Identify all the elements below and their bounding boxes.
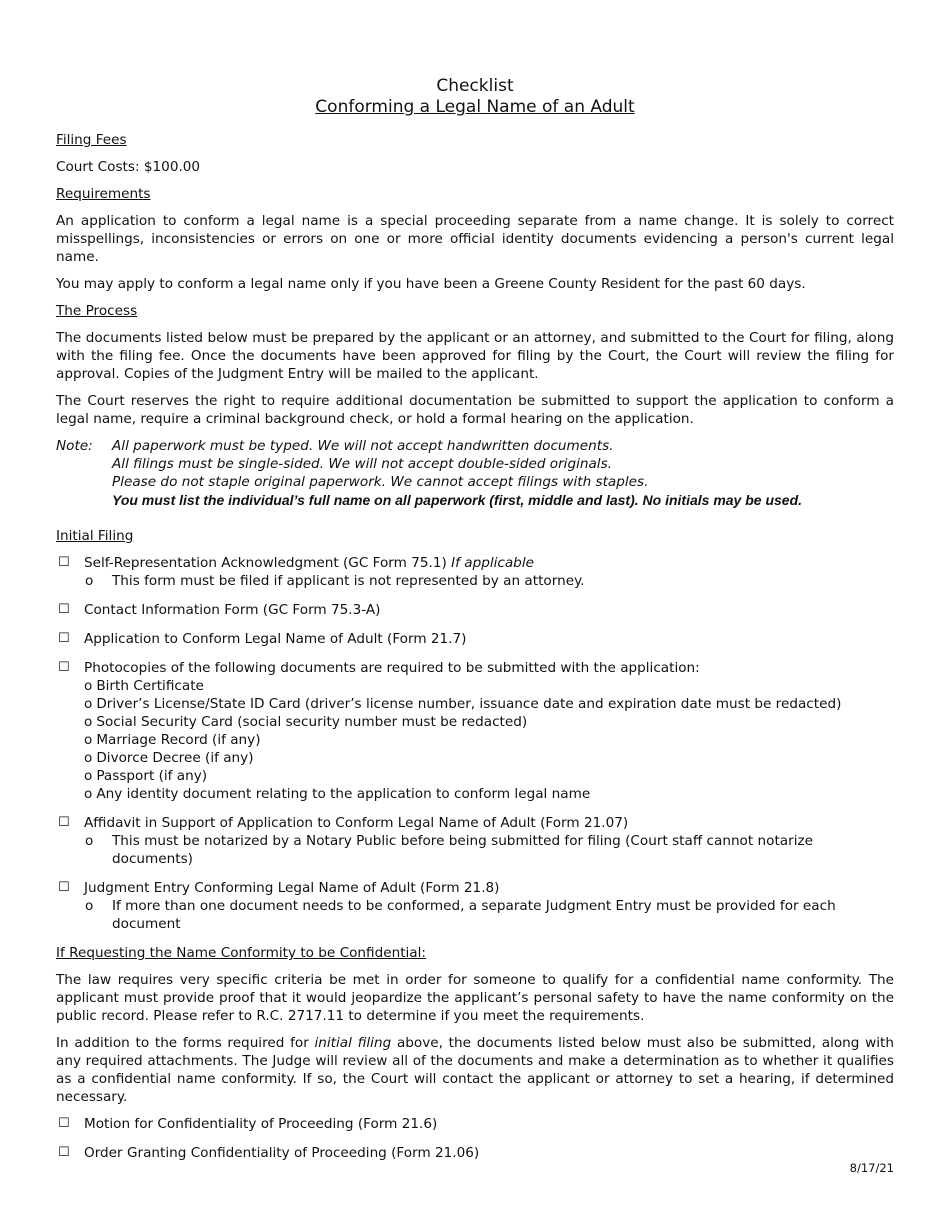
- list-item-text: Driver’s License/State ID Card (driver’s license number, issuance date and expiration date must be redacted): [96, 696, 842, 712]
- bullet-icon: o: [84, 768, 93, 784]
- list-item-text: Marriage Record (if any): [96, 732, 261, 748]
- list-item-text: Divorce Decree (if any): [96, 750, 254, 766]
- checklist-item-label: Judgment Entry Conforming Legal Name of Adult (Form 21.8): [84, 880, 500, 896]
- court-costs: Court Costs: $100.00: [56, 159, 201, 175]
- checklist-item: [56, 879, 894, 933]
- checklist-item: [56, 630, 894, 648]
- requirements-paragraph-2: You may apply to conform a legal name only if you have been a Greene County Resident for the past 60 days.: [56, 276, 806, 292]
- checklist-item: [56, 601, 894, 619]
- bullet-icon: o: [84, 696, 93, 712]
- list-item-text: Birth Certificate: [96, 678, 204, 694]
- checklist-item: [56, 554, 894, 590]
- list-item-text: Passport (if any): [96, 768, 208, 784]
- bullet-icon: o: [85, 898, 94, 914]
- bullet-icon: o: [84, 750, 93, 766]
- sub-note: [84, 572, 894, 590]
- initial-filing-heading: Initial Filing: [56, 528, 134, 544]
- note-line: Please do not staple original paperwork. We cannot accept filings with staples.: [112, 474, 649, 490]
- list-item-text: Social Security Card (social security number must be redacted): [96, 714, 528, 730]
- bullet-icon: o: [84, 678, 93, 694]
- bullet-icon: o: [84, 786, 93, 802]
- checkbox-icon[interactable]: ☐: [58, 602, 70, 617]
- process-paragraph-2: The Court reserves the right to require additional documentation be submitted to support the application to conform a legal name, require a criminal background check, or hold a formal hearing on the application.: [56, 393, 894, 427]
- checklist-item-label: Application to Conform Legal Name of Adult (Form 21.7): [84, 631, 467, 647]
- note-line: All filings must be single-sided. We will not accept double-sided originals.: [112, 456, 612, 472]
- list-item: [84, 749, 894, 767]
- filing-fees-heading: Filing Fees: [56, 132, 127, 148]
- checkbox-icon[interactable]: ☐: [58, 880, 70, 895]
- paragraph-text: above, the documents listed below must also be submitted, along with any required attachments. The Judge will review all of the documents and make a determination as to whether it qualifies as a confidential name conformity. If so, the Court will contact the applicant or attorney to set a hearing, if determined necessary.: [56, 1035, 894, 1105]
- note-block: [56, 437, 894, 509]
- checklist-item: [56, 659, 894, 803]
- checklist-item-label: [84, 554, 894, 572]
- document-subtitle: Conforming a Legal Name of an Adult: [315, 97, 635, 117]
- checklist-item-label: Photocopies of the following documents are required to be submitted with the application:: [84, 660, 700, 676]
- list-item: [84, 695, 894, 713]
- document-title: Checklist: [436, 76, 514, 96]
- paragraph-text: In addition to the forms required for: [56, 1035, 315, 1051]
- checklist-item-label: Order Granting Confidentiality of Proceeding (Form 21.06): [84, 1145, 480, 1161]
- checklist-item-label: Motion for Confidentiality of Proceeding (Form 21.6): [84, 1116, 438, 1132]
- item-text: Self-Representation Acknowledgment (GC Form 75.1): [84, 555, 452, 571]
- checklist-item: [56, 1144, 894, 1162]
- sub-note: [84, 832, 894, 868]
- confidential-paragraph-1: The law requires very specific criteria be met in order for someone to qualify for a confidential name conformity. The applicant must provide proof that it would jeopardize the applicant’s personal safety to have the name conformity on the public record. Please refer to R.C. 2717.11 to determine if you meet the requirements.: [56, 972, 894, 1024]
- checkbox-icon[interactable]: ☐: [58, 1145, 70, 1160]
- paragraph-emphasis: initial filing: [314, 1035, 392, 1051]
- sub-note-text: This must be notarized by a Notary Public before being submitted for filing (Court staff cannot notarize documents): [112, 833, 813, 867]
- note-label: Note:: [56, 438, 93, 454]
- bullet-icon: o: [84, 714, 93, 730]
- sub-note: [84, 897, 894, 933]
- list-item: [84, 677, 894, 695]
- note-line-bold: You must list the individual’s full name on all paperwork (first, middle and last). No initials may be used.: [112, 492, 803, 508]
- checkbox-icon[interactable]: ☐: [58, 1116, 70, 1131]
- bullet-icon: o: [84, 732, 93, 748]
- checkbox-icon[interactable]: ☐: [58, 660, 70, 675]
- requirements-heading: Requirements: [56, 186, 151, 202]
- checklist-item-label: Affidavit in Support of Application to Conform Legal Name of Adult (Form 21.07): [84, 815, 629, 831]
- sub-note-text: This form must be filed if applicant is not represented by an attorney.: [112, 573, 585, 589]
- list-item-text: Any identity document relating to the application to conform legal name: [96, 786, 591, 802]
- process-heading: The Process: [56, 303, 138, 319]
- confidential-paragraph-2: [56, 1034, 894, 1106]
- document-list: [84, 677, 894, 803]
- checkbox-icon[interactable]: ☐: [58, 815, 70, 830]
- list-item: [84, 713, 894, 731]
- list-item: [84, 767, 894, 785]
- sub-note-text: If more than one document needs to be conformed, a separate Judgment Entry must be provided for each document: [112, 898, 836, 932]
- bullet-icon: o: [85, 833, 94, 849]
- checkbox-icon[interactable]: ☐: [58, 555, 70, 570]
- checklist-item: [56, 1115, 894, 1133]
- list-item: [84, 731, 894, 749]
- checkbox-icon[interactable]: ☐: [58, 631, 70, 646]
- confidential-heading: If Requesting the Name Conformity to be Confidential:: [56, 945, 426, 961]
- note-line: All paperwork must be typed. We will not accept handwritten documents.: [112, 438, 614, 454]
- checklist-item-label: Contact Information Form (GC Form 75.3-A): [84, 602, 381, 618]
- process-paragraph-1: The documents listed below must be prepared by the applicant or an attorney, and submitted to the Court for filing, along with the filing fee. Once the documents have been approved for filing by the Court, the Court will review the filing for approval. Copies of the Judgment Entry will be mailed to the applicant.: [56, 330, 894, 382]
- requirements-paragraph-1: An application to conform a legal name is a special proceeding separate from a name change. It is solely to correct misspellings, inconsistencies or errors on one or more official identity documents evidencing a person's current legal name.: [56, 213, 894, 265]
- note-lines: [112, 437, 802, 509]
- item-note: If applicable: [451, 555, 534, 571]
- footer-date: 8/17/21: [849, 1161, 894, 1175]
- list-item: [84, 785, 894, 803]
- bullet-icon: o: [85, 573, 94, 589]
- checklist-item: [56, 814, 894, 868]
